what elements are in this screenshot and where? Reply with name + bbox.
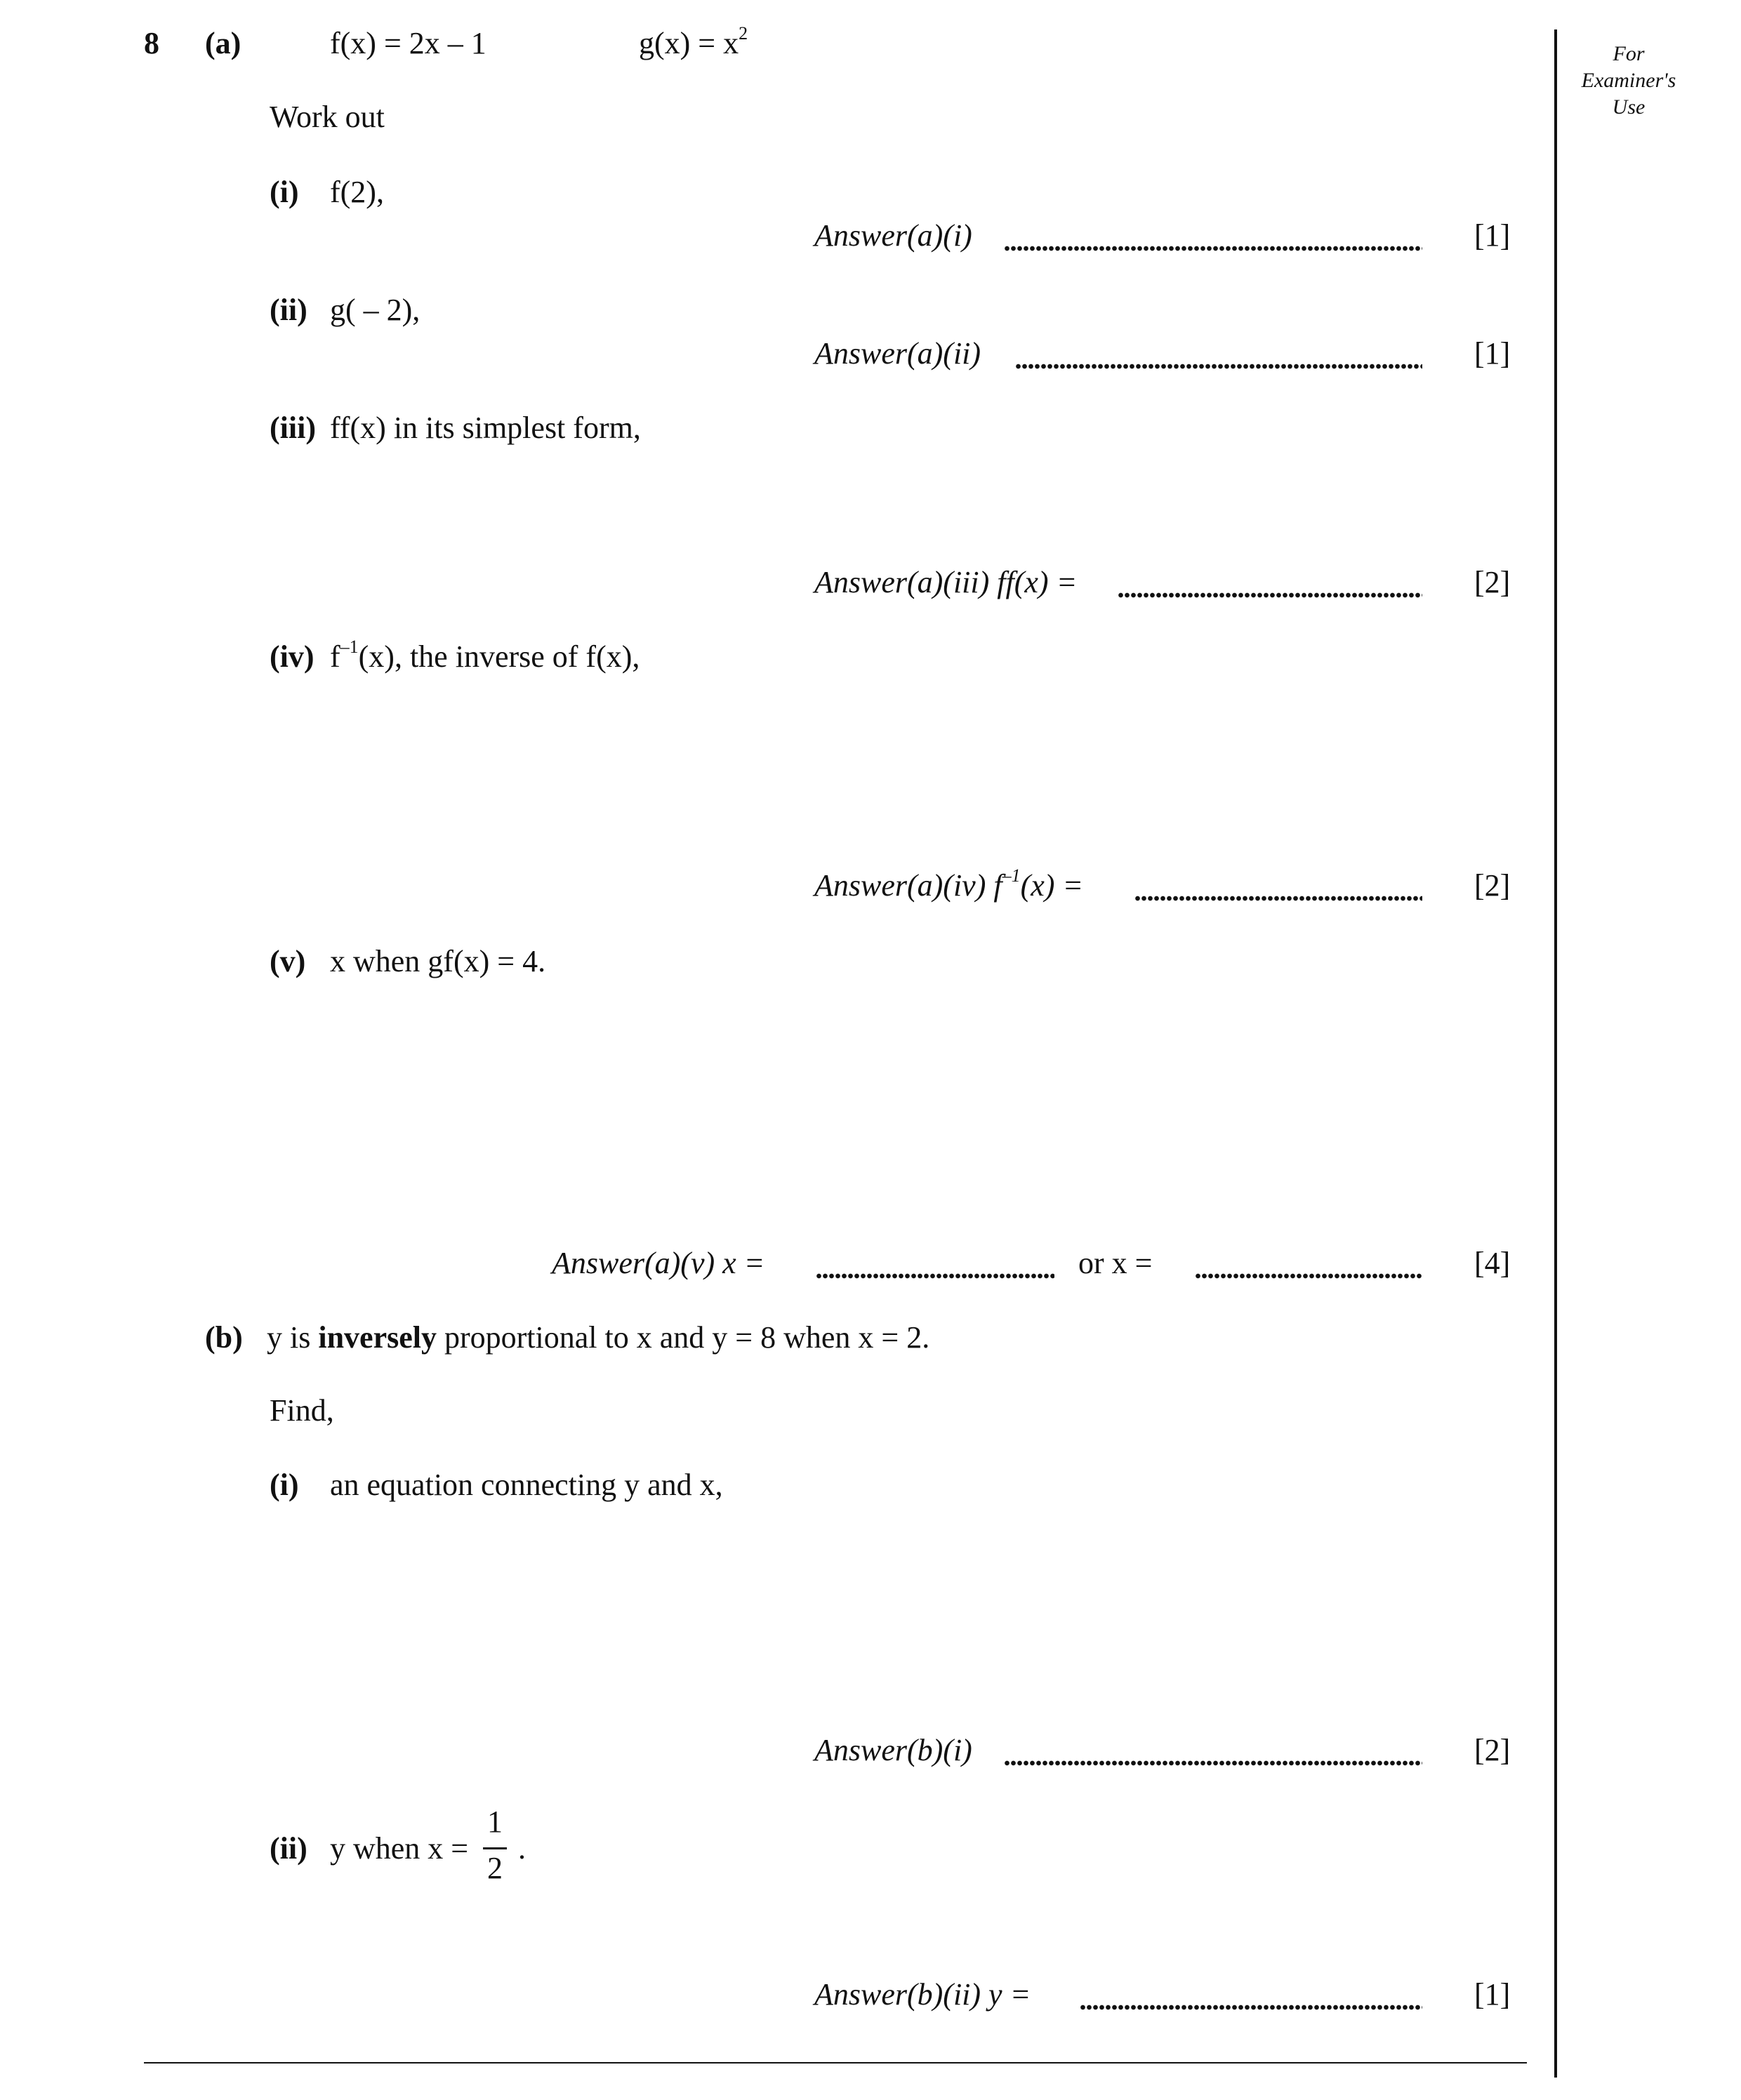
part-a-iv-text: $f^{-1}(x)$, the inverse of f(x), [330, 637, 640, 674]
answer-b-ii-label: Answer(b)(ii) y = [814, 1977, 1031, 2012]
answer-a-ii-line[interactable] [1015, 364, 1422, 369]
examiner-line-3: Use [1612, 95, 1646, 119]
answer-a-v-line-2[interactable] [1195, 1273, 1422, 1279]
part-b-i-label: (i) [270, 1468, 299, 1502]
part-b-label: (b) [205, 1320, 243, 1355]
answer-a-v-line-1[interactable] [816, 1273, 1054, 1279]
marks-a-iii: [2] [1474, 565, 1511, 599]
part-b-i-text: an equation connecting y and x, [330, 1468, 723, 1502]
part-b-ii-period: . [518, 1831, 526, 1866]
marks-a-ii: [1] [1474, 336, 1511, 371]
part-b-ii-label: (ii) [270, 1831, 307, 1866]
examiner-line-2: Examiner's [1581, 69, 1676, 92]
answer-a-iii-label: Answer(a)(iii) ff(x) = [814, 565, 1078, 599]
margin-rule [1554, 29, 1557, 2078]
examiner-line-1: For [1613, 42, 1645, 65]
examiner-use-box [1567, 41, 1690, 121]
part-a-iv-label: (iv) [270, 639, 315, 674]
answer-a-iv-line[interactable] [1134, 896, 1422, 901]
answer-a-i-label: Answer(a)(i) [814, 218, 972, 253]
work-out-instruction: Work out [270, 100, 385, 134]
question-number: 8 [144, 26, 159, 60]
marks-a-i: [1] [1474, 218, 1511, 253]
part-a-label: (a) [205, 26, 241, 60]
part-a-ii-label: (ii) [270, 293, 307, 327]
find-instruction: Find, [270, 1393, 334, 1428]
part-a-v-text: x when gf(x) = 4. [330, 944, 546, 978]
marks-b-ii: [1] [1474, 1977, 1511, 2012]
answer-a-iii-line[interactable] [1118, 592, 1422, 598]
part-a-i-text: f(2), [330, 175, 384, 209]
answer-a-iv-label: Answer(a)(iv) $f^{-1}(x)$ = [814, 865, 1084, 903]
part-b-ii-text: y when x = [330, 1831, 469, 1866]
part-a-iii-label: (iii) [270, 411, 316, 445]
answer-a-v-or: or x = [1078, 1246, 1153, 1280]
part-b-stem: y is inversely proportional to x and y = 8 when x = 2. [267, 1320, 930, 1355]
marks-a-v: [4] [1474, 1246, 1511, 1280]
part-a-ii-text: g( – 2), [330, 293, 421, 327]
part-a-i-label: (i) [270, 175, 299, 209]
fraction-numerator: 1 [487, 1805, 503, 1839]
fraction-denominator: 2 [487, 1851, 503, 1885]
answer-b-i-label: Answer(b)(i) [814, 1733, 972, 1767]
part-a-v-label: (v) [270, 944, 306, 978]
f-definition: f(x) = 2x – 1 [330, 26, 486, 60]
marks-b-i: [2] [1474, 1733, 1511, 1767]
g-power: 2 [739, 23, 748, 44]
part-a-iii-text: ff(x) in its simplest form, [330, 411, 641, 445]
answer-a-i-line[interactable] [1004, 246, 1422, 251]
answer-a-v-label: Answer(a)(v) x = [552, 1246, 765, 1280]
answer-b-i-line[interactable] [1004, 1760, 1422, 1766]
g-definition: $g(x) = x^2$ [639, 23, 748, 60]
fraction-bar [483, 1847, 507, 1849]
marks-a-iv: [2] [1474, 868, 1511, 903]
bottom-rule [144, 2062, 1527, 2064]
answer-a-ii-label: Answer(a)(ii) [814, 336, 981, 371]
answer-b-ii-line[interactable] [1080, 2005, 1422, 2010]
